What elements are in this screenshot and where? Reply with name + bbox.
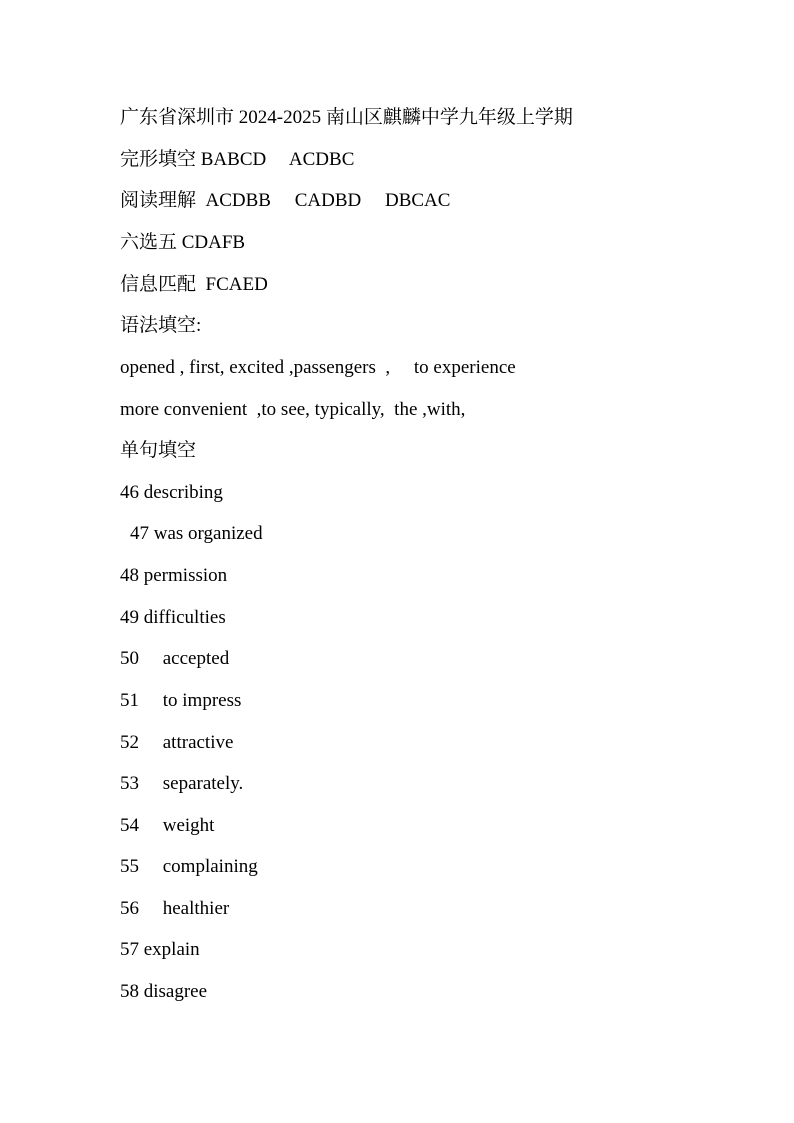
answer-item: 58 disagree xyxy=(120,981,208,1002)
answer-item: 52 attractive xyxy=(120,732,234,753)
grammar-fill-answers-line-1: opened , first, excited ,passengers , to experience xyxy=(120,357,516,378)
info-matching-answers: 信息匹配 FCAED xyxy=(120,274,268,295)
answer-item: 48 permission xyxy=(120,565,228,586)
answer-item: 47 was organized xyxy=(130,523,263,544)
document-title: 广东省深圳市 2024-2025 南山区麒麟中学九年级上学期 xyxy=(120,107,573,128)
grammar-fill-answers-line-2: more convenient ,to see, typically, the ,with, xyxy=(120,399,466,420)
cloze-answers: 完形填空 BABCD ACDBC xyxy=(120,149,355,170)
answer-item: 51 to impress xyxy=(120,690,242,711)
answer-item: 46 describing xyxy=(120,482,223,503)
six-choose-five-answers: 六选五 CDAFB xyxy=(120,232,246,253)
answer-item: 54 weight xyxy=(120,815,215,836)
answer-item: 57 explain xyxy=(120,939,200,960)
reading-answers: 阅读理解 ACDBB CADBD DBCAC xyxy=(120,190,451,211)
answer-item: 53 separately. xyxy=(120,773,244,794)
grammar-fill-heading: 语法填空: xyxy=(120,315,202,336)
answer-item: 56 healthier xyxy=(120,898,230,919)
sentence-fill-heading: 单句填空 xyxy=(120,440,197,461)
answer-item: 49 difficulties xyxy=(120,607,226,628)
answer-item: 55 complaining xyxy=(120,856,258,877)
answer-item: 50 accepted xyxy=(120,648,230,669)
